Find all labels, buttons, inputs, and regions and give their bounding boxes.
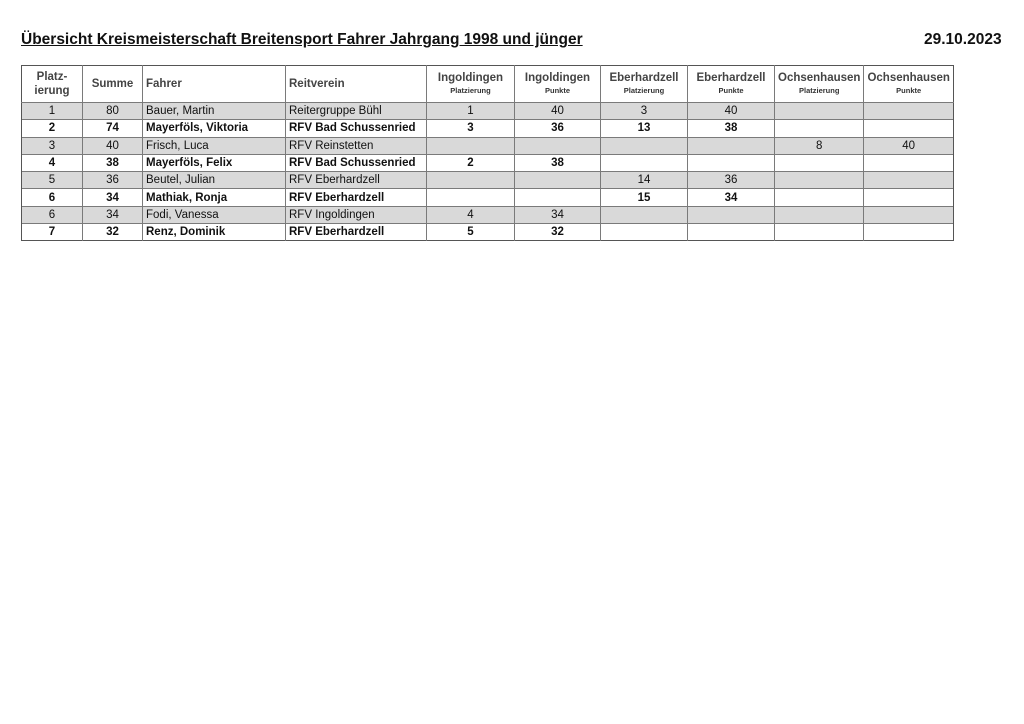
table-row	[22, 154, 954, 171]
cell-summe: 74	[83, 120, 143, 137]
cell-verein: RFV Ingoldingen	[286, 206, 427, 223]
cell-ochsenhausen-punkte	[864, 224, 953, 241]
cell-ingoldingen-punkte	[515, 172, 601, 189]
cell-eberhardzell-punkte: 36	[688, 172, 775, 189]
cell-summe: 34	[83, 189, 143, 206]
header-sublabel: Punkte	[718, 86, 744, 95]
cell-eberhardzell-punkte: 40	[688, 103, 775, 120]
cell-platz: 6	[22, 206, 83, 223]
cell-ingoldingen-platz	[427, 189, 515, 206]
header-label: Ochsenhausen	[778, 72, 861, 84]
header-sublabel: Punkte	[896, 86, 922, 95]
cell-fahrer: Bauer, Martin	[143, 103, 286, 120]
cell-ochsenhausen-platz	[775, 172, 864, 189]
cell-eberhardzell-platz: 15	[601, 189, 688, 206]
cell-summe: 40	[83, 137, 143, 154]
cell-eberhardzell-platz	[601, 154, 688, 171]
cell-platz: 1	[22, 103, 83, 120]
table-row	[22, 224, 954, 241]
cell-eberhardzell-punkte	[688, 224, 775, 241]
cell-platz: 2	[22, 120, 83, 137]
cell-eberhardzell-platz	[601, 206, 688, 223]
cell-ingoldingen-punkte	[515, 137, 601, 154]
header-ochsenhausen-platzierung	[775, 66, 864, 103]
cell-verein: RFV Eberhardzell	[286, 224, 427, 241]
cell-ochsenhausen-platz	[775, 224, 864, 241]
table-row	[22, 137, 954, 154]
page-title: Übersicht Kreismeisterschaft Breitensport Fahrer Jahrgang 1998 und jünger	[21, 31, 583, 48]
cell-ochsenhausen-platz	[775, 189, 864, 206]
cell-eberhardzell-punkte: 34	[688, 189, 775, 206]
cell-ochsenhausen-punkte	[864, 154, 953, 171]
cell-ochsenhausen-punkte	[864, 172, 953, 189]
cell-ochsenhausen-punkte: 40	[864, 137, 953, 154]
header-eberhardzell-platzierung	[601, 66, 688, 103]
cell-verein: RFV Eberhardzell	[286, 172, 427, 189]
cell-eberhardzell-punkte	[688, 137, 775, 154]
cell-verein: Reitergruppe Bühl	[286, 103, 427, 120]
cell-summe: 32	[83, 224, 143, 241]
cell-ingoldingen-punkte: 32	[515, 224, 601, 241]
cell-eberhardzell-punkte	[688, 206, 775, 223]
document-date: 29.10.2023	[924, 31, 1002, 48]
header-sublabel: Platzierung	[799, 86, 840, 95]
cell-ingoldingen-platz: 2	[427, 154, 515, 171]
header-fahrer: Fahrer	[143, 66, 286, 103]
cell-fahrer: Mathiak, Ronja	[143, 189, 286, 206]
cell-eberhardzell-platz: 13	[601, 120, 688, 137]
cell-ingoldingen-punkte	[515, 189, 601, 206]
cell-fahrer: Renz, Dominik	[143, 224, 286, 241]
cell-ochsenhausen-punkte	[864, 120, 953, 137]
table-row	[22, 172, 954, 189]
cell-summe: 34	[83, 206, 143, 223]
cell-verein: RFV Reinstetten	[286, 137, 427, 154]
cell-fahrer: Fodi, Vanessa	[143, 206, 286, 223]
cell-eberhardzell-platz: 14	[601, 172, 688, 189]
header-sublabel: Punkte	[544, 86, 570, 95]
cell-eberhardzell-platz	[601, 224, 688, 241]
header-label: Ingoldingen	[524, 72, 591, 84]
header-summe: Summe	[83, 66, 143, 103]
header-sublabel: Platzierung	[623, 86, 665, 95]
cell-ingoldingen-platz	[427, 172, 515, 189]
cell-platz: 3	[22, 137, 83, 154]
header-label: Eberhardzell	[696, 72, 766, 84]
cell-ochsenhausen-platz	[775, 154, 864, 171]
header-sublabel: Platzierung	[450, 86, 491, 95]
cell-eberhardzell-platz	[601, 137, 688, 154]
cell-ingoldingen-platz: 3	[427, 120, 515, 137]
header-label: Ingoldingen	[437, 72, 504, 84]
cell-ingoldingen-punkte: 38	[515, 154, 601, 171]
cell-ingoldingen-platz: 5	[427, 224, 515, 241]
table-header-row	[22, 66, 954, 103]
cell-platz: 7	[22, 224, 83, 241]
cell-fahrer: Beutel, Julian	[143, 172, 286, 189]
header-ingoldingen-punkte	[515, 66, 601, 103]
cell-platz: 5	[22, 172, 83, 189]
cell-ochsenhausen-platz	[775, 206, 864, 223]
header-reitverein: Reitverein	[286, 66, 427, 103]
cell-ingoldingen-punkte: 36	[515, 120, 601, 137]
table-row	[22, 120, 954, 137]
cell-verein: RFV Eberhardzell	[286, 189, 427, 206]
cell-eberhardzell-punkte	[688, 154, 775, 171]
cell-eberhardzell-punkte: 38	[688, 120, 775, 137]
cell-verein: RFV Bad Schussenried	[286, 120, 427, 137]
header-label: Ochsenhausen	[867, 72, 950, 84]
cell-ingoldingen-platz: 1	[427, 103, 515, 120]
header-ingoldingen-platzierung	[427, 66, 515, 103]
cell-ochsenhausen-platz: 8	[775, 137, 864, 154]
cell-fahrer: Mayerföls, Viktoria	[143, 120, 286, 137]
header-platzierung-line2: ierung	[34, 85, 70, 97]
table-row	[22, 189, 954, 206]
cell-ochsenhausen-platz	[775, 120, 864, 137]
results-table	[21, 65, 954, 241]
cell-summe: 36	[83, 172, 143, 189]
header-ochsenhausen-punkte	[864, 66, 953, 103]
header-label: Eberhardzell	[609, 72, 679, 84]
cell-summe: 38	[83, 154, 143, 171]
cell-summe: 80	[83, 103, 143, 120]
cell-ingoldingen-platz	[427, 137, 515, 154]
cell-ingoldingen-platz: 4	[427, 206, 515, 223]
cell-eberhardzell-platz: 3	[601, 103, 688, 120]
cell-ochsenhausen-punkte	[864, 206, 953, 223]
table-row	[22, 206, 954, 223]
cell-ochsenhausen-platz	[775, 103, 864, 120]
table-row	[22, 103, 954, 120]
cell-ochsenhausen-punkte	[864, 103, 953, 120]
cell-platz: 4	[22, 154, 83, 171]
cell-ingoldingen-punkte: 40	[515, 103, 601, 120]
header-eberhardzell-punkte	[688, 66, 775, 103]
cell-ochsenhausen-punkte	[864, 189, 953, 206]
cell-fahrer: Mayerföls, Felix	[143, 154, 286, 171]
header-platzierung-line1: Platz-	[36, 71, 68, 83]
header-platzierung	[22, 66, 83, 103]
cell-verein: RFV Bad Schussenried	[286, 154, 427, 171]
cell-platz: 6	[22, 189, 83, 206]
cell-ingoldingen-punkte: 34	[515, 206, 601, 223]
cell-fahrer: Frisch, Luca	[143, 137, 286, 154]
